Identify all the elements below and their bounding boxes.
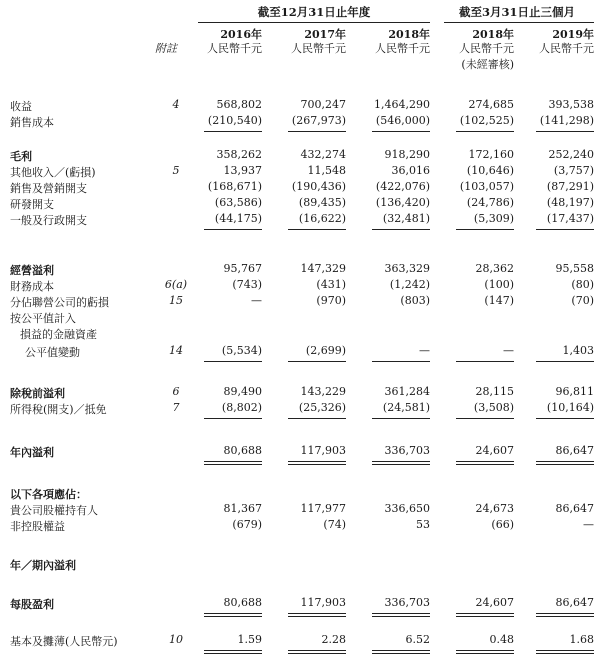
row-admin-expenses <box>0 212 600 228</box>
cell: — <box>419 344 430 357</box>
cell: 252,240 <box>548 148 594 161</box>
row-label: 毛利 <box>10 150 32 163</box>
row-profit-before-tax <box>0 385 600 401</box>
double-underline <box>456 613 514 617</box>
row-label: 每股盈利 <box>10 598 54 611</box>
row-note: 14 <box>169 344 183 357</box>
cell: (102,525) <box>459 114 514 127</box>
cell: 432,274 <box>300 148 346 161</box>
cell: (48,197) <box>546 196 594 209</box>
row-label: 銷售成本 <box>10 116 54 129</box>
cell: (32,481) <box>382 212 430 225</box>
cell: 1.59 <box>237 633 262 646</box>
underline <box>456 418 514 419</box>
row-label: 所得稅(開支)／抵免 <box>10 403 107 416</box>
cell: (16,622) <box>298 212 346 225</box>
double-underline <box>536 613 594 617</box>
cell: 11,548 <box>307 164 346 177</box>
row-label: 公平值變動 <box>25 346 80 359</box>
row-cost-of-sales <box>0 114 600 130</box>
cell: 96,811 <box>555 385 594 398</box>
underline <box>288 229 346 230</box>
cell: 393,538 <box>548 98 594 111</box>
cell: (10,164) <box>546 401 594 414</box>
row-earnings-per-share <box>0 596 600 612</box>
cell: (803) <box>400 294 430 307</box>
header-col-2017: 2017年 <box>304 28 346 41</box>
underline <box>536 229 594 230</box>
cell: (24,581) <box>382 401 430 414</box>
cell: 1.68 <box>569 633 594 646</box>
cell: 1,464,290 <box>374 98 430 111</box>
row-fv-label-1 <box>0 310 600 326</box>
cell: 172,160 <box>468 148 514 161</box>
cell: (87,291) <box>546 180 594 193</box>
cell: (210,540) <box>207 114 262 127</box>
cell: 81,367 <box>223 502 262 515</box>
header-unit-1: 人民幣千元 <box>207 42 262 55</box>
row-finance-cost <box>0 278 600 294</box>
double-underline <box>536 650 594 654</box>
cell: (44,175) <box>214 212 262 225</box>
cell: 918,290 <box>384 148 430 161</box>
double-underline <box>456 650 514 654</box>
cell: (17,437) <box>546 212 594 225</box>
cell: 147,329 <box>300 262 346 275</box>
cell: 0.48 <box>489 633 514 646</box>
cell: (74) <box>323 518 346 531</box>
cell: (970) <box>316 294 346 307</box>
underline <box>288 131 346 132</box>
double-underline <box>372 650 430 654</box>
double-underline <box>372 613 430 617</box>
row-label: 銷售及營銷開支 <box>10 182 87 195</box>
row-label: 經營溢利 <box>10 264 54 277</box>
row-label: 非控股權益 <box>10 520 65 533</box>
cell: 6.52 <box>405 633 430 646</box>
cell: (5,534) <box>221 344 262 357</box>
cell: 336,703 <box>384 596 430 609</box>
row-label: 收益 <box>10 100 32 113</box>
row-label: 年／期內溢利 <box>10 559 76 572</box>
cell: — <box>583 518 594 531</box>
row-label: 分佔聯營公司的虧損 <box>10 296 109 309</box>
cell: 86,647 <box>555 444 594 457</box>
header-note-label: 附註 <box>155 42 177 55</box>
row-fv-change <box>0 344 600 360</box>
cell: 28,362 <box>475 262 514 275</box>
row-label: 按公平值計入 <box>10 312 76 325</box>
cell: 117,903 <box>300 596 346 609</box>
row-label: 貴公司股權持有人 <box>10 504 98 517</box>
cell: (8,802) <box>221 401 262 414</box>
row-revenue <box>0 98 600 114</box>
underline <box>372 131 430 132</box>
cell: (25,326) <box>298 401 346 414</box>
cell: 24,607 <box>475 596 514 609</box>
cell: (100) <box>484 278 514 291</box>
cell: (24,786) <box>466 196 514 209</box>
underline <box>536 361 594 362</box>
cell: 117,903 <box>300 444 346 457</box>
row-gross-profit <box>0 148 600 164</box>
row-fv-label-2 <box>0 326 600 342</box>
cell: (267,973) <box>291 114 346 127</box>
cell: 80,688 <box>223 444 262 457</box>
cell: (5,309) <box>473 212 514 225</box>
cell: (168,671) <box>207 180 262 193</box>
double-underline <box>536 461 594 465</box>
cell: (679) <box>232 518 262 531</box>
row-label: 除稅前溢利 <box>10 387 65 400</box>
cell: 24,673 <box>475 502 514 515</box>
header-col-2018: 2018年 <box>388 28 430 41</box>
cell: 358,262 <box>216 148 262 161</box>
cell: — <box>251 294 262 307</box>
header-unit-3: 人民幣千元 <box>375 42 430 55</box>
row-note: 4 <box>172 98 180 111</box>
row-operating-profit <box>0 262 600 278</box>
cell: (1,242) <box>389 278 430 291</box>
cell: (190,436) <box>291 180 346 193</box>
cell: (89,435) <box>298 196 346 209</box>
underline <box>204 131 262 132</box>
double-underline <box>204 650 262 654</box>
row-owners <box>0 502 600 518</box>
row-note: 5 <box>172 164 180 177</box>
cell: 2.28 <box>321 633 346 646</box>
double-underline <box>288 461 346 465</box>
row-selling-expenses <box>0 180 600 196</box>
cell: — <box>503 344 514 357</box>
cell: 361,284 <box>384 385 430 398</box>
cell: (80) <box>571 278 594 291</box>
header-quarter-rule <box>444 22 594 23</box>
underline <box>288 361 346 362</box>
underline <box>204 418 262 419</box>
row-note: 6(a) <box>164 278 188 291</box>
double-underline <box>204 461 262 465</box>
cell: 36,016 <box>391 164 430 177</box>
row-profit-for-year <box>0 444 600 460</box>
double-underline <box>288 650 346 654</box>
row-share-of-associates <box>0 294 600 310</box>
header-col-2018-q1: 2018年 <box>472 28 514 41</box>
cell: (66) <box>491 518 514 531</box>
cell: 143,229 <box>300 385 346 398</box>
row-attributable-heading <box>0 486 600 502</box>
underline <box>456 131 514 132</box>
double-underline <box>288 613 346 617</box>
row-profit-for-period <box>0 557 600 573</box>
header-year-rule <box>198 22 430 23</box>
cell: 80,688 <box>223 596 262 609</box>
row-note: 7 <box>172 401 180 414</box>
cell: (2,699) <box>305 344 346 357</box>
underline <box>456 229 514 230</box>
row-label: 基本及攤薄(人民幣元) <box>10 635 118 648</box>
underline <box>536 131 594 132</box>
header-quarter-group: 截至3月31日止三個月 <box>458 5 575 19</box>
row-label: 其他收入／(虧損) <box>10 166 96 179</box>
row-label: 年內溢利 <box>10 446 54 459</box>
header-unit-4: 人民幣千元 <box>459 42 514 55</box>
row-note: 10 <box>169 633 183 646</box>
underline <box>204 229 262 230</box>
cell: (141,298) <box>539 114 594 127</box>
row-non-controlling <box>0 518 600 534</box>
underline <box>372 418 430 419</box>
underline <box>372 229 430 230</box>
cell: (10,646) <box>466 164 514 177</box>
underline <box>288 418 346 419</box>
cell: 700,247 <box>300 98 346 111</box>
cell: 13,937 <box>223 164 262 177</box>
header-col-2019-q1: 2019年 <box>552 28 594 41</box>
cell: (136,420) <box>375 196 430 209</box>
cell: 1,403 <box>562 344 594 357</box>
cell: 274,685 <box>468 98 514 111</box>
cell: (3,757) <box>553 164 594 177</box>
row-label: 以下各項應佔： <box>10 488 87 501</box>
row-label: 財務成本 <box>10 280 54 293</box>
underline <box>456 361 514 362</box>
cell: (103,057) <box>459 180 514 193</box>
cell: (147) <box>484 294 514 307</box>
cell: 95,558 <box>555 262 594 275</box>
header-unaudited: (未經審核) <box>461 58 514 71</box>
double-underline <box>204 613 262 617</box>
row-label: 損益的金融資產 <box>20 328 97 341</box>
underline <box>372 361 430 362</box>
row-label: 一般及行政開支 <box>10 214 87 227</box>
header-col-2016: 2016年 <box>220 28 262 41</box>
header-unit-5: 人民幣千元 <box>539 42 594 55</box>
cell: (63,586) <box>214 196 262 209</box>
underline <box>536 418 594 419</box>
cell: 86,647 <box>555 502 594 515</box>
cell: (70) <box>571 294 594 307</box>
header-year-group: 截至12月31日止年度 <box>257 5 371 19</box>
cell: 117,977 <box>300 502 346 515</box>
header-unit-2: 人民幣千元 <box>291 42 346 55</box>
cell: 86,647 <box>555 596 594 609</box>
row-note: 6 <box>172 385 180 398</box>
cell: 568,802 <box>216 98 262 111</box>
cell: 24,607 <box>475 444 514 457</box>
row-note: 15 <box>169 294 183 307</box>
underline <box>204 361 262 362</box>
cell: 28,115 <box>475 385 514 398</box>
double-underline <box>456 461 514 465</box>
cell: 336,650 <box>384 502 430 515</box>
row-basic-diluted <box>0 633 600 649</box>
cell: (431) <box>316 278 346 291</box>
cell: (3,508) <box>473 401 514 414</box>
cell: (743) <box>232 278 262 291</box>
cell: 53 <box>416 518 430 531</box>
row-rnd-expenses <box>0 196 600 212</box>
cell: 363,329 <box>384 262 430 275</box>
cell: 95,767 <box>223 262 262 275</box>
cell: (422,076) <box>375 180 430 193</box>
cell: (546,000) <box>375 114 430 127</box>
double-underline <box>372 461 430 465</box>
row-label: 研發開支 <box>10 198 54 211</box>
row-income-tax <box>0 401 600 417</box>
cell: 336,703 <box>384 444 430 457</box>
row-other-income <box>0 164 600 180</box>
cell: 89,490 <box>223 385 262 398</box>
